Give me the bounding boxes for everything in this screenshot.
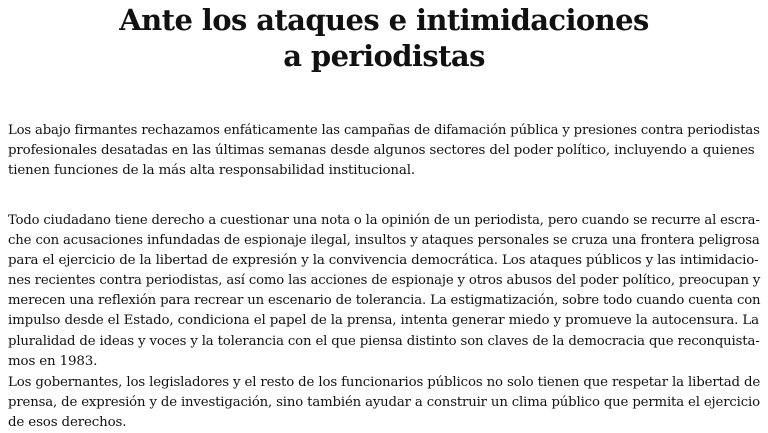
paragraph-line: pluralidad de ideas y voces y la tolerancia con el que piensa distinto son claves de la democracia que reconquista- xyxy=(8,333,760,349)
paragraph-line: Los gobernantes, los legisladores y el resto de los funcionarios públicos no solo tienen que respetar la libertad de xyxy=(8,375,761,390)
paragraph-line: Todo ciudadano tiene derecho a cuestionar una nota o la opinión de un periodista, pero cuando se recurre al escra- xyxy=(8,213,760,228)
paragraph-line: profesionales desatadas en las últimas semanas desde algunos sectores del poder político, incluyendo a quienes xyxy=(8,143,755,159)
title-line-1: Ante los ataques e intimidaciones xyxy=(119,3,649,37)
paragraph-line: merecen una reflexión para recrear un escenario de tolerancia. La estigmatización, sobre todo cuando cuenta con xyxy=(8,293,761,309)
paragraph-line: para el ejercicio de la libertad de expresión y la convivencia democrática. Los ataques públicos y las intimidacio- xyxy=(8,253,759,269)
paragraph-line: impulso desde el Estado, condiciona el papel de la prensa, intenta generar miedo y promueve la autocensura. La xyxy=(8,313,759,329)
paragraph-3 xyxy=(8,373,760,433)
paragraph-1 xyxy=(8,121,760,181)
paragraph-line: mos en 1983. xyxy=(8,353,98,369)
paragraph-line: Los abajo firmantes rechazamos enfáticamente las campañas de difamación pública y presiones contra periodistas xyxy=(8,123,760,138)
paragraph-line: tienen funciones de la más alta responsabilidad institucional. xyxy=(8,163,415,179)
title-line-2: a periodistas xyxy=(283,39,485,73)
page-title xyxy=(0,2,768,74)
paragraph-line: nes recientes contra periodistas, así como las acciones de espionaje y otros abusos del poder político, preocupan y xyxy=(8,273,761,289)
paragraph-line: prensa, de expresión y de investigación, sino también ayudar a construir un clima público que permita el ejercicio xyxy=(8,395,760,411)
paragraph-line: de esos derechos. xyxy=(8,415,127,431)
paragraph-2 xyxy=(8,211,760,372)
paragraph-line: che con acusaciones infundadas de espionaje ilegal, insultos y ataques personales se cruza una frontera peligrosa xyxy=(8,233,760,249)
